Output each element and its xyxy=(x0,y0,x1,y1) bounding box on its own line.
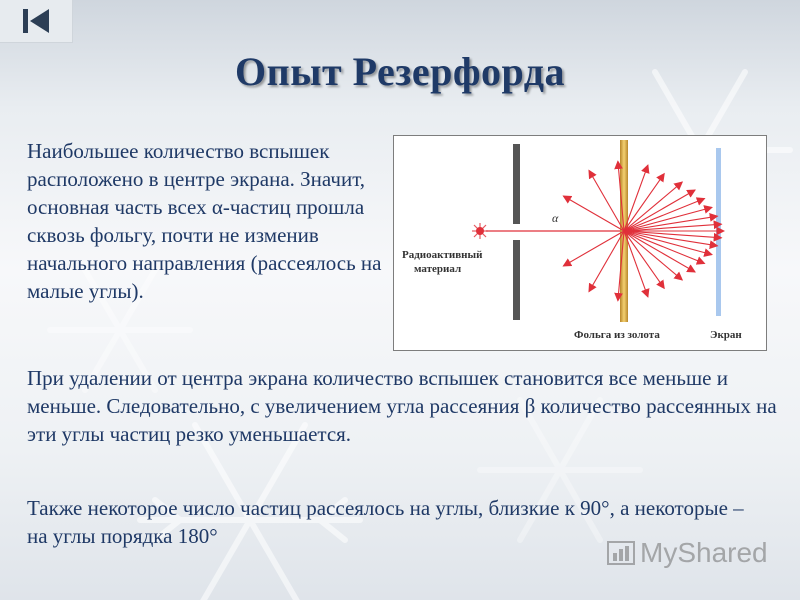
rutherford-diagram xyxy=(393,135,767,351)
foil-label: Фольга из золота xyxy=(574,329,660,341)
screen-label: Экран xyxy=(710,329,742,341)
paragraph-scattering-angle: При удалении от центра экрана количество вспышек становится все меньше и меньше. Следовательно, с увеличением угла рассеяния β количество рассеянных на эти углы частиц резко уменьшается. xyxy=(27,366,777,446)
lead-shield-lower xyxy=(513,240,520,320)
page-title: Опыт Резерфорда xyxy=(235,49,565,94)
skip-back-icon xyxy=(19,6,53,36)
scattered-ray-wide xyxy=(589,231,624,292)
back-navigation-button[interactable] xyxy=(0,0,73,43)
source-label-line1: Радиоактивный xyxy=(402,249,483,261)
scattered-ray-wide xyxy=(563,196,624,231)
paragraph-large-angles: Также некоторое число частиц рассеялось на углы, близкие к 90°, а некоторые – на углы порядка 180° xyxy=(27,496,744,548)
watermark-text: MyShared xyxy=(640,537,768,568)
paragraph-center-flashes: Наибольшее количество вспышек расположено в центре экрана. Значит, основная часть всех α-частиц прошла сквозь фольгу, почти не изменив начального направления (рассеялось на малые углы). xyxy=(27,139,382,303)
watermark xyxy=(606,535,768,571)
scattered-ray-wide xyxy=(589,170,624,231)
alpha-label: α xyxy=(552,211,559,225)
source-label-line2: материал xyxy=(414,263,462,275)
detector-screen xyxy=(716,148,721,316)
lead-shield-upper xyxy=(513,144,520,224)
scattered-ray-wide xyxy=(563,231,624,266)
bar-chart-icon xyxy=(606,538,636,568)
